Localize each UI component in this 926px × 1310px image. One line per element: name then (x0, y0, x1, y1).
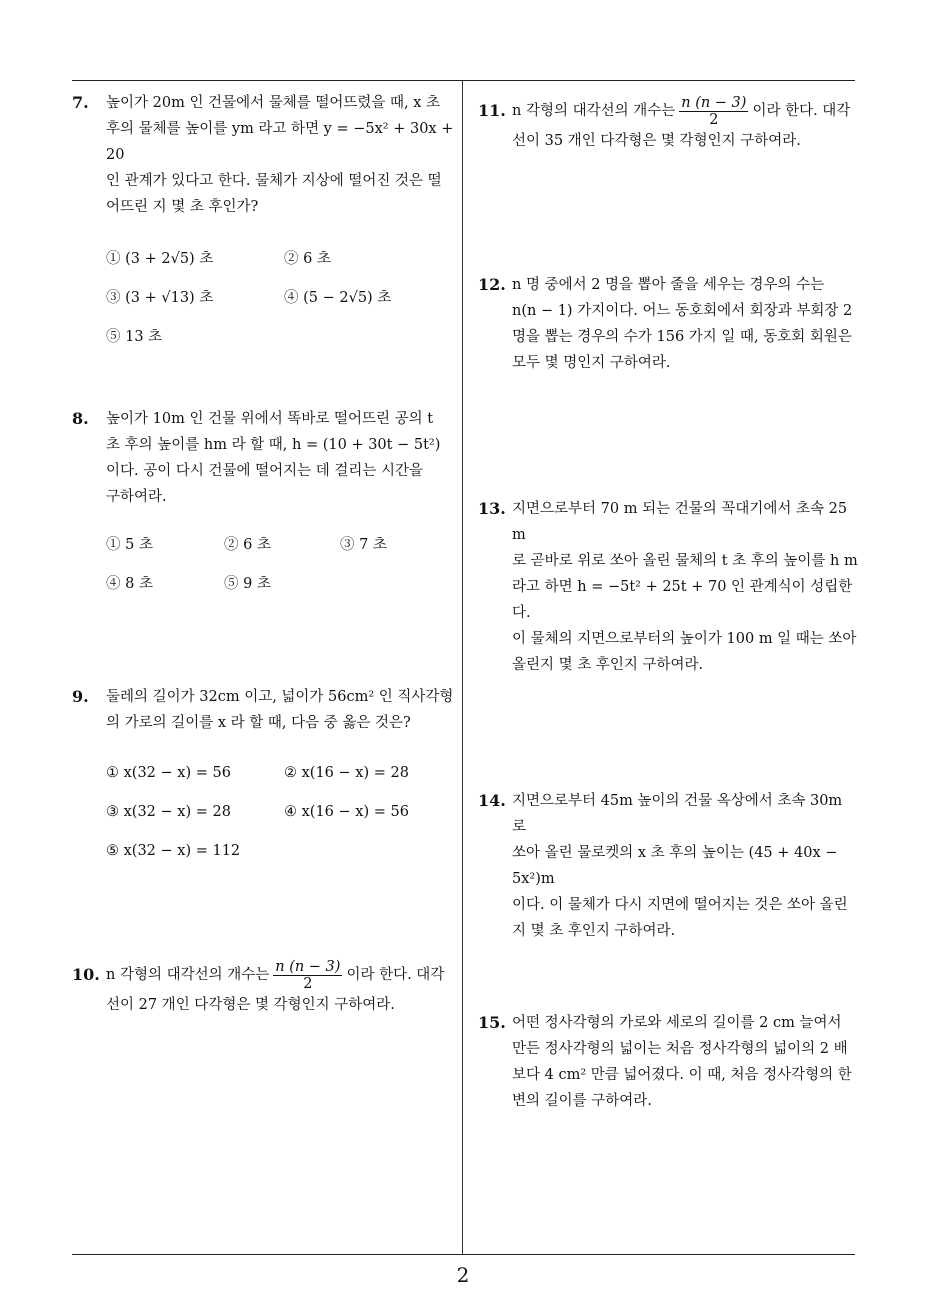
question-9 (72, 684, 460, 880)
choice-4[interactable]: ④ 8 초 (106, 576, 153, 592)
choice-3[interactable]: ③ x(32 − x) = 28 (106, 804, 231, 820)
column-divider (462, 81, 463, 1254)
question-8 (72, 406, 460, 612)
question-line: 인 관계가 있다고 한다. 물체가 지상에 떨어진 것은 떨 (106, 173, 442, 189)
choice-2[interactable]: ② 6 초 (224, 537, 271, 553)
question-line: 올린지 몇 초 후인지 구하여라. (512, 657, 704, 673)
answer-choices (106, 246, 460, 366)
question-line: 선이 35 개인 다각형은 몇 각형인지 구하여라. (512, 133, 801, 149)
bottom-rule (72, 1254, 855, 1255)
question-line: 이다. 이 물체가 다시 지면에 떨어지는 것은 쏘아 올린 (512, 897, 848, 913)
question-line: 로 곧바로 위로 쏘아 올린 물체의 t 초 후의 높이를 h m (512, 553, 858, 569)
question-number: 9. (72, 687, 89, 706)
question-number: 13. (478, 499, 506, 518)
question-14 (478, 788, 860, 944)
choice-5[interactable]: ⑤ 9 초 (224, 576, 271, 592)
question-13 (478, 496, 860, 678)
question-line: 변의 길이를 구하여라. (512, 1093, 652, 1109)
top-rule (72, 80, 855, 81)
page-number: 2 (456, 1263, 470, 1287)
choice-4[interactable]: ④ x(16 − x) = 56 (284, 804, 409, 820)
question-line: 후의 물체를 높이를 ym 라고 하면 y = −5x² + 30x + 20 (106, 121, 454, 163)
question-line: 쏘아 올린 물로켓의 x 초 후의 높이는 (45 + 40x − 5x²)m (512, 845, 838, 887)
question-line: 지 몇 초 후인지 구하여라. (512, 923, 676, 939)
question-line: 어뜨린 지 몇 초 후인가? (106, 199, 259, 215)
answer-choices (106, 760, 460, 880)
question-10 (72, 958, 460, 1018)
choice-5[interactable]: ⑤ x(32 − x) = 112 (106, 843, 241, 859)
question-7 (72, 90, 460, 366)
question-line: 초 후의 높이를 hm 라 할 때, h = (10 + 30t − 5t²) (106, 437, 441, 453)
question-line: 구하여라. (106, 489, 167, 505)
question-line: 만든 정사각형의 넓이는 처음 정사각형의 넓이의 2 배 (512, 1041, 848, 1057)
question-line: 이 물체의 지면으로부터의 높이가 100 m 일 때는 쏘아 (512, 631, 857, 647)
question-line: 높이가 10m 인 건물 위에서 똑바로 떨어뜨린 공의 t (106, 411, 434, 427)
question-text: 이라 한다. 대각 (346, 967, 445, 983)
choice-1[interactable]: ① (3 + 2√5) 초 (106, 251, 214, 267)
question-line: 높이가 20m 인 건물에서 물체를 떨어뜨렸을 때, x 초 (106, 95, 440, 111)
question-number: 8. (72, 409, 89, 428)
question-number: 14. (478, 791, 506, 810)
choice-3[interactable]: ③ 7 초 (340, 537, 387, 553)
choice-4[interactable]: ④ (5 − 2√5) 초 (284, 290, 392, 306)
question-line: 지면으로부터 45m 높이의 건물 옥상에서 초속 30m 로 (512, 793, 843, 835)
fraction-numerator: n (n − 3) (681, 94, 747, 111)
question-number: 12. (478, 275, 506, 294)
question-number: 10. (72, 965, 100, 984)
choice-2[interactable]: ② x(16 − x) = 28 (284, 765, 409, 781)
question-line: 지면으로부터 70 m 되는 건물의 꼭대기에서 초속 25 m (512, 501, 848, 543)
fraction-denominator: 2 (303, 975, 313, 992)
question-line: n 명 중에서 2 명을 뽑아 줄을 세우는 경우의 수는 (512, 277, 825, 293)
choice-1[interactable]: ① 5 초 (106, 537, 153, 553)
question-line: 의 가로의 길이를 x 라 할 때, 다음 중 옳은 것은? (106, 715, 411, 731)
choice-2[interactable]: ② 6 초 (284, 251, 331, 267)
question-line: 라고 하면 h = −5t² + 25t + 70 인 관계식이 성립한다. (512, 579, 853, 621)
question-line: 어떤 정사각형의 가로와 세로의 길이를 2 cm 늘여서 (512, 1015, 842, 1031)
question-11 (478, 94, 860, 154)
question-number: 11. (478, 101, 506, 120)
question-line: 모두 몇 명인지 구하여라. (512, 355, 671, 371)
question-line: 둘레의 길이가 32cm 이고, 넓이가 56cm² 인 직사각형 (106, 689, 454, 705)
question-12 (478, 272, 860, 376)
question-text: n 각형의 대각선의 개수는 (106, 967, 270, 983)
question-line: 명을 뽑는 경우의 수가 156 가지 일 때, 동호회 회원은 (512, 329, 852, 345)
question-number: 15. (478, 1013, 506, 1032)
question-line (106, 958, 460, 992)
question-text: n 각형의 대각선의 개수는 (512, 103, 676, 119)
question-line: 보다 4 cm² 만큼 넓어졌다. 이 때, 처음 정사각형의 한 (512, 1067, 852, 1083)
question-15 (478, 1010, 860, 1114)
answer-choices (106, 532, 460, 612)
choice-3[interactable]: ③ (3 + √13) 초 (106, 290, 214, 306)
fraction (679, 95, 748, 128)
choice-1[interactable]: ① x(32 − x) = 56 (106, 765, 231, 781)
question-line: 선이 27 개인 다각형은 몇 각형인지 구하여라. (106, 997, 395, 1013)
fraction (273, 959, 342, 992)
question-line (512, 94, 860, 128)
question-number: 7. (72, 93, 89, 112)
choice-5[interactable]: ⑤ 13 초 (106, 329, 163, 345)
fraction-numerator: n (n − 3) (275, 958, 341, 975)
question-text: 이라 한다. 대각 (752, 103, 851, 119)
question-line: n(n − 1) 가지이다. 어느 동호회에서 회장과 부회장 2 (512, 303, 853, 319)
question-line: 이다. 공이 다시 건물에 떨어지는 데 걸리는 시간을 (106, 463, 424, 479)
fraction-denominator: 2 (709, 111, 719, 128)
